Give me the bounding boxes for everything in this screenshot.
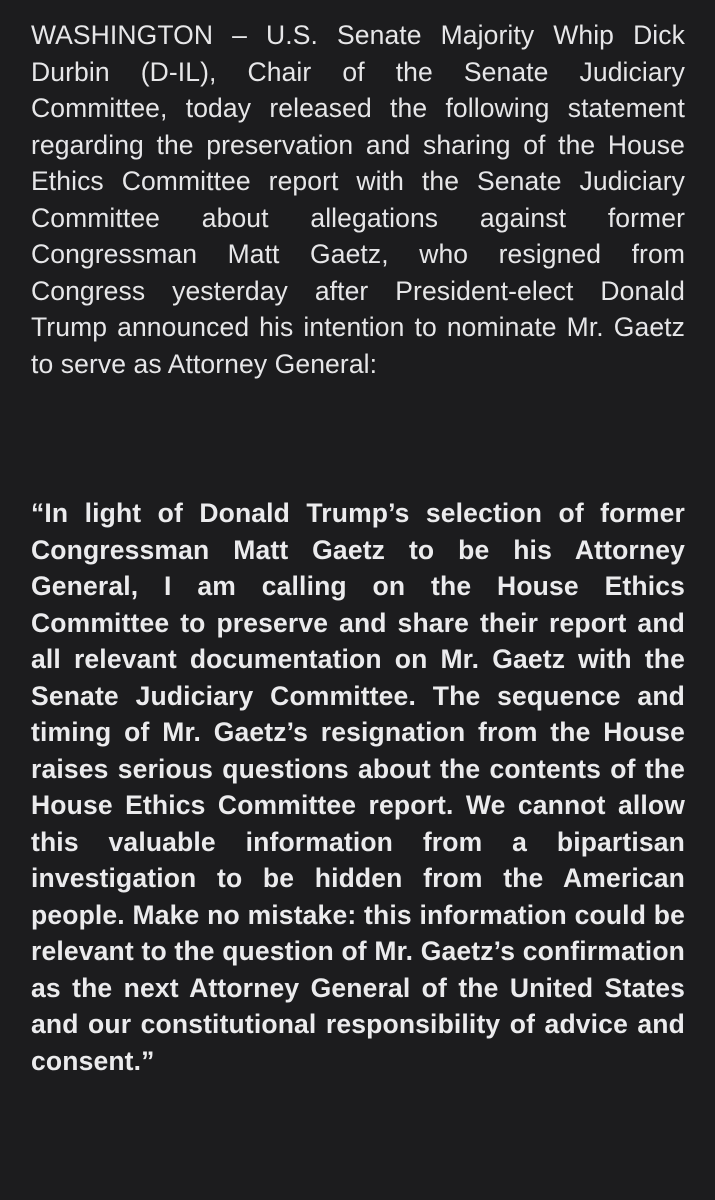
press-release-quote-paragraph: “In light of Donald Trump’s selection of former Congressman Matt Gaetz to be his Attorney General, I am calling on the House Ethics Committee to preserve and share their report and all relevant documentation on Mr. Gaetz with the Senate Judiciary Committee. The sequence and timing of Mr. Gaetz’s resignation from the House raises serious questions about the contents of the House Ethics Committee report. We cannot allow this valuable information from a bipartisan investigation to be hidden from the American people. Make no mistake: this information could be relevant to the question of Mr. Gaetz’s confirmation as the next Attorney General of the United States and our constitutional responsibility of advice and consent.” [31, 498, 685, 1076]
press-release-intro-paragraph: WASHINGTON – U.S. Senate Majority Whip Dick Durbin (D-IL), Chair of the Senate Judiciary Committee, today released the following statement regarding the preservation and sharing of the House Ethics Committee report with the Senate Judiciary Committee about allegations against former Congressman Matt Gaetz, who resigned from Congress yesterday after President-elect Donald Trump announced his intention to nominate Mr. Gaetz to serve as Attorney General: [31, 20, 685, 379]
